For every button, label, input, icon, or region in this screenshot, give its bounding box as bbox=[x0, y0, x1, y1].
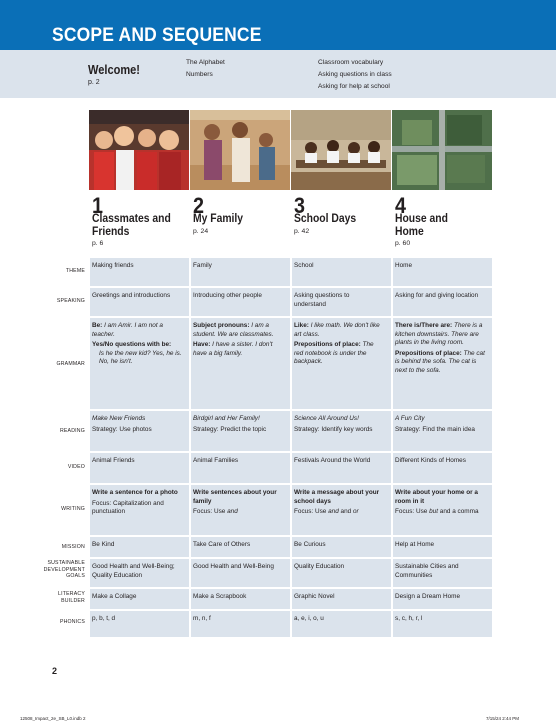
theme-cell-2: Family bbox=[191, 258, 290, 286]
reading-cell-4: A Fun City Strategy: Find the main idea bbox=[393, 411, 492, 451]
unit-4-title: House and Home bbox=[395, 213, 448, 238]
unit-2-number: 2 bbox=[193, 193, 205, 218]
welcome-topic: The Alphabet bbox=[186, 59, 225, 66]
video-cell-4: Different Kinds of Homes bbox=[393, 453, 492, 483]
writing-cell-4: Write about your home or a room in it Focus: Use but and a comma bbox=[393, 485, 492, 535]
welcome-skills bbox=[318, 57, 392, 93]
page-title: SCOPE AND SEQUENCE bbox=[52, 25, 262, 46]
video-cell-2: Animal Families bbox=[191, 453, 290, 483]
speaking-cell-2: Introducing other people bbox=[191, 288, 290, 316]
reading-cell-3: Science All Around Us! Strategy: Identify key words bbox=[292, 411, 391, 451]
unit-3-photo bbox=[291, 110, 391, 190]
row-label-video: VIDEO bbox=[67, 464, 85, 470]
unit-1-number: 1 bbox=[92, 193, 104, 218]
grammar-cell-1: Be: I am Amir. I am not a teacher. Yes/No questions with be: Is he the new kid? Yes, he is. No, he isn't. bbox=[90, 318, 189, 409]
row-label-sdg: SUSTAINABLE DEVELOPMENT GOALS bbox=[43, 560, 85, 579]
video-cell-3: Festivals Around the World bbox=[292, 453, 391, 483]
welcome-page: p. 2 bbox=[88, 79, 100, 86]
reading-cell-2: Birdgirl and Her Family! Strategy: Predict the topic bbox=[191, 411, 290, 451]
welcome-skill: Asking questions in class bbox=[318, 71, 392, 78]
unit-2-page: p. 24 bbox=[193, 228, 209, 235]
welcome-band bbox=[0, 50, 556, 98]
speaking-cell-4: Asking for and giving location bbox=[393, 288, 492, 316]
writing-cell-1: Write a sentence for a photo Focus: Capitalization and punctuation bbox=[90, 485, 189, 535]
mission-cell-1: Be Kind bbox=[90, 537, 189, 557]
writing-cell-3: Write a message about your school days Focus: Use and and or bbox=[292, 485, 391, 535]
unit-2-photo bbox=[190, 110, 290, 190]
welcome-topics bbox=[186, 57, 225, 81]
unit-4-photo bbox=[392, 110, 492, 190]
row-label-grammar: GRAMMAR bbox=[56, 361, 85, 367]
unit-2-title: My Family bbox=[193, 213, 244, 225]
phonics-cell-2: m, n, f bbox=[191, 611, 290, 637]
sdg-cell-2: Good Health and Well-Being bbox=[191, 559, 290, 587]
phonics-cell-3: a, e, i, o, u bbox=[292, 611, 391, 637]
literacy-cell-2: Make a Scrapbook bbox=[191, 589, 290, 609]
reading-cell-1: Make New Friends Strategy: Use photos bbox=[90, 411, 189, 451]
literacy-cell-3: Graphic Novel bbox=[292, 589, 391, 609]
mission-cell-4: Help at Home bbox=[393, 537, 492, 557]
mission-cell-3: Be Curious bbox=[292, 537, 391, 557]
grammar-cell-3: Like: I like math. We don't like art class. Prepositions of place: The red notebook is under the backpack. bbox=[292, 318, 391, 409]
literacy-cell-4: Design a Dream Home bbox=[393, 589, 492, 609]
mission-cell-2: Take Care of Others bbox=[191, 537, 290, 557]
row-label-mission: MISSION bbox=[61, 544, 85, 550]
unit-3-number: 3 bbox=[294, 193, 306, 218]
grammar-cell-2: Subject pronouns: I am a student. We are classmates. Have: I have a sister. I don't have a big family. bbox=[191, 318, 290, 409]
row-label-reading: READING bbox=[59, 428, 85, 434]
unit-4-page: p. 60 bbox=[395, 240, 411, 247]
row-label-writing: WRITING bbox=[61, 506, 85, 512]
unit-1-photo bbox=[89, 110, 189, 190]
theme-cell-4: Home bbox=[393, 258, 492, 286]
welcome-title: Welcome! bbox=[88, 62, 140, 77]
unit-1-page: p. 6 bbox=[92, 240, 104, 247]
footer-file-name: 12508_Impact_2e_SB_L0.indb 2 bbox=[20, 716, 86, 721]
row-label-speaking: SPEAKING bbox=[56, 298, 85, 304]
welcome-skill: Classroom vocabulary bbox=[318, 59, 384, 66]
sdg-cell-4: Sustainable Cities and Communities bbox=[393, 559, 492, 587]
unit-3-title: School Days bbox=[294, 213, 357, 225]
theme-cell-3: School bbox=[292, 258, 391, 286]
phonics-cell-4: s, c, h, r, l bbox=[393, 611, 492, 637]
literacy-cell-1: Make a Collage bbox=[90, 589, 189, 609]
row-label-literacy: LITERACY BUILDER bbox=[58, 591, 85, 604]
welcome-skill: Asking for help at school bbox=[318, 83, 390, 90]
video-cell-1: Animal Friends bbox=[90, 453, 189, 483]
sdg-cell-1: Good Health and Well-Being; Quality Education bbox=[90, 559, 189, 587]
phonics-cell-1: p, b, t, d bbox=[90, 611, 189, 637]
speaking-cell-3: Asking questions to understand bbox=[292, 288, 391, 316]
page-number: 2 bbox=[52, 666, 58, 676]
footer-timestamp: 7/15/24 2:44 PM bbox=[486, 716, 520, 721]
unit-3-page: p. 42 bbox=[294, 228, 310, 235]
theme-cell-1: Making friends bbox=[90, 258, 189, 286]
unit-1-title: Classmates and Friends bbox=[92, 213, 171, 238]
welcome-topic: Numbers bbox=[186, 71, 213, 78]
grammar-cell-4: There is/There are: There is a kitchen downstairs. There are plants in the living room. Prepositions of place: The cat is behind the sofa. The cat is next to the sofa. bbox=[393, 318, 492, 409]
unit-4-number: 4 bbox=[395, 193, 407, 218]
writing-cell-2: Write sentences about your family Focus: Use and bbox=[191, 485, 290, 535]
row-label-phonics: PHONICS bbox=[59, 619, 85, 625]
row-label-theme: THEME bbox=[65, 268, 85, 274]
sdg-cell-3: Quality Education bbox=[292, 559, 391, 587]
speaking-cell-1: Greetings and introductions bbox=[90, 288, 189, 316]
